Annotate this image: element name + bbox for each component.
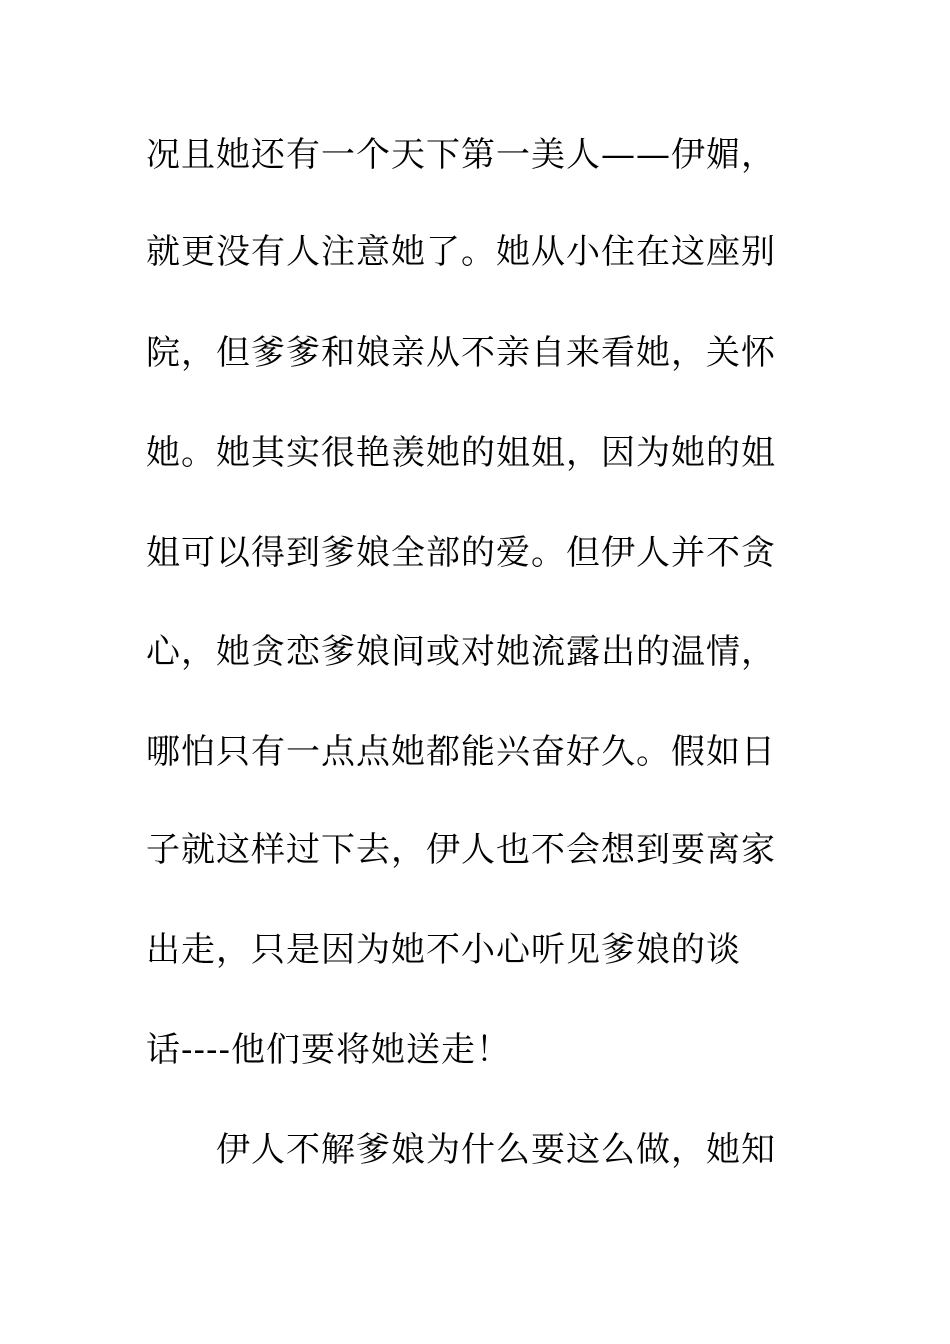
paragraph-start-line: 伊人不解爹娘为什么要这么做，她知 (216, 1130, 776, 1170)
text-line-9: 出走，只是因为她不小心听见爹娘的谈 (146, 930, 741, 970)
text-line-2: 就更没有人注意她了。她从小住在这座别 (146, 232, 776, 272)
text-line-7: 哪怕只有一点点她都能兴奋好久。假如日 (146, 732, 776, 772)
text-line-1: 况且她还有一个天下第一美人——伊媚， (146, 135, 776, 175)
text-line-8: 子就这样过下去，伊人也不会想到要离家 (146, 830, 776, 870)
text-line-3: 院，但爹爹和娘亲从不亲自来看她，关怀 (146, 333, 776, 373)
text-line-4: 她。她其实很艳羡她的姐姐，因为她的姐 (146, 433, 776, 473)
text-line-5: 姐可以得到爹娘全部的爱。但伊人并不贪 (146, 533, 776, 573)
text-line-6: 心，她贪恋爹娘间或对她流露出的温情， (146, 632, 776, 672)
text-line-10: 话----他们要将她送走！ (146, 1030, 511, 1070)
